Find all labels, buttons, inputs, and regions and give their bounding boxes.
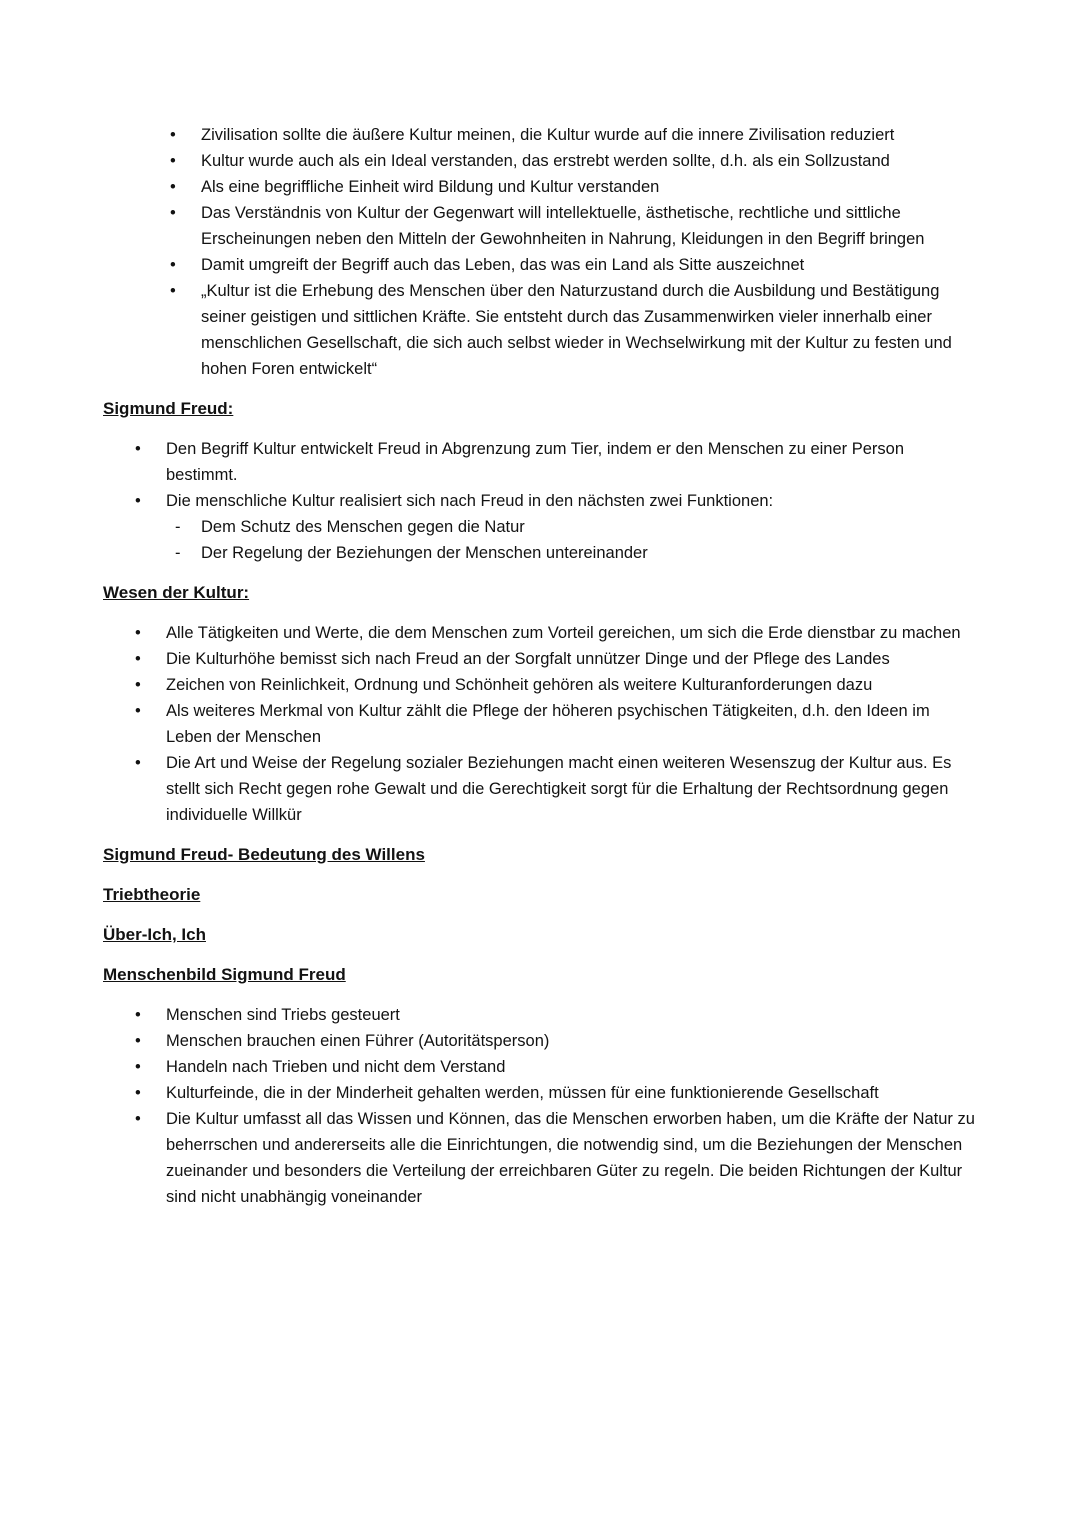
bullet-item bbox=[135, 488, 976, 514]
bullet-marker: • bbox=[135, 624, 141, 642]
section-heading: Sigmund Freud: bbox=[103, 399, 234, 418]
bullet-marker: • bbox=[170, 282, 176, 300]
item-text: Die Art und Weise der Regelung sozialer Beziehungen macht einen weiteren Wesenszug der Kultur aus. Es stellt sich Recht gegen rohe Gewalt und die Gerechtigkeit sorgt für die Erhaltung der Rechtsordnung gegen individuelle Willkür bbox=[166, 754, 952, 824]
bullet-item bbox=[170, 252, 976, 278]
item-text: Die menschliche Kultur realisiert sich nach Freud in den nächsten zwei Funktionen: bbox=[166, 492, 774, 510]
bullet-marker: • bbox=[135, 440, 141, 458]
dash-marker: - bbox=[175, 544, 181, 562]
item-text: Die Kulturhöhe bemisst sich nach Freud an der Sorgfalt unnützer Dinge und der Pflege des Landes bbox=[166, 650, 890, 668]
dash-marker: - bbox=[175, 518, 181, 536]
bullet-marker: • bbox=[135, 1032, 141, 1050]
bullet-item bbox=[135, 620, 976, 646]
item-text: Kultur wurde auch als ein Ideal verstanden, das erstrebt werden sollte, d.h. als ein Sollzustand bbox=[201, 152, 890, 170]
dash-item bbox=[135, 540, 976, 566]
item-text: Der Regelung der Beziehungen der Menschen untereinander bbox=[201, 544, 648, 562]
bullet-item bbox=[135, 672, 976, 698]
bullet-item bbox=[170, 278, 976, 382]
item-text: Menschen brauchen einen Führer (Autoritätsperson) bbox=[166, 1032, 550, 1050]
bullet-marker: • bbox=[170, 256, 176, 274]
item-text: Zivilisation sollte die äußere Kultur meinen, die Kultur wurde auf die innere Zivilisation reduziert bbox=[201, 126, 895, 144]
item-text: Damit umgreift der Begriff auch das Leben, das was ein Land als Sitte auszeichnet bbox=[201, 256, 805, 274]
bullet-item bbox=[135, 698, 976, 750]
item-text: Handeln nach Trieben und nicht dem Verstand bbox=[166, 1058, 506, 1076]
item-text: Als weiteres Merkmal von Kultur zählt die Pflege der höheren psychischen Tätigkeiten, d.h. den Ideen im Leben der Menschen bbox=[166, 702, 930, 746]
item-text: Das Verständnis von Kultur der Gegenwart will intellektuelle, ästhetische, rechtliche und sittliche Erscheinungen neben den Mitteln der Gewohnheiten in Nahrung, Kleidungen in den Begriff bringen bbox=[201, 204, 925, 248]
bullet-item bbox=[135, 1054, 976, 1080]
bullet-marker: • bbox=[135, 702, 141, 720]
bullet-marker: • bbox=[135, 650, 141, 668]
bullet-item bbox=[135, 1002, 976, 1028]
item-text: Menschen sind Triebs gesteuert bbox=[166, 1006, 400, 1024]
bullet-marker: • bbox=[135, 492, 141, 510]
bullet-marker: • bbox=[135, 1058, 141, 1076]
bullet-item bbox=[135, 750, 976, 828]
bullet-marker: • bbox=[135, 1006, 141, 1024]
bullet-marker: • bbox=[170, 126, 176, 144]
section-heading: Wesen der Kultur: bbox=[103, 583, 250, 602]
dash-item bbox=[135, 514, 976, 540]
bullet-item bbox=[135, 1028, 976, 1054]
item-text: Alle Tätigkeiten und Werte, die dem Menschen zum Vorteil gereichen, um sich die Erde dienstbar zu machen bbox=[166, 624, 961, 642]
bullet-item bbox=[135, 1106, 976, 1210]
bullet-item bbox=[170, 122, 976, 148]
bullet-marker: • bbox=[170, 178, 176, 196]
bullet-item bbox=[135, 1080, 976, 1106]
bullet-marker: • bbox=[170, 152, 176, 170]
bullet-marker: • bbox=[170, 204, 176, 222]
bullet-marker: • bbox=[135, 676, 141, 694]
item-text: Als eine begriffliche Einheit wird Bildung und Kultur verstanden bbox=[201, 178, 660, 196]
item-text: Kulturfeinde, die in der Minderheit gehalten werden, müssen für eine funktionierende Gesellschaft bbox=[166, 1084, 879, 1102]
document-content bbox=[103, 122, 976, 1210]
section-heading: Menschenbild Sigmund Freud bbox=[103, 965, 346, 984]
bullet-item bbox=[170, 174, 976, 200]
bullet-list bbox=[103, 1002, 976, 1210]
bullet-item bbox=[135, 646, 976, 672]
item-text: „Kultur ist die Erhebung des Menschen über den Naturzustand durch die Ausbildung und Bestätigung seiner geistigen und sittlichen Kräfte. Sie entsteht durch das Zusammenwirken vieler innerhalb einer menschlichen Gesellschaft, die sich auch selbst wieder in Wechselwirkung mit der Kultur zu festen und hohen Foren entwickelt“ bbox=[201, 282, 952, 378]
bullet-marker: • bbox=[135, 1084, 141, 1102]
section-heading: Sigmund Freud- Bedeutung des Willens bbox=[103, 845, 425, 864]
bullet-item bbox=[170, 200, 976, 252]
section-heading: Über-Ich, Ich bbox=[103, 925, 206, 944]
item-text: Die Kultur umfasst all das Wissen und Können, das die Menschen erworben haben, um die Kräfte der Natur zu beherrschen und andererseits alle die Einrichtungen, die notwendig sind, um die Beziehungen der Menschen zueinander und besonders die Verteilung der erreichbaren Güter zu regeln. Die beiden Richtungen der Kultur sind nicht unabhängig voneinander bbox=[166, 1110, 975, 1206]
bullet-list bbox=[103, 620, 976, 828]
item-text: Zeichen von Reinlichkeit, Ordnung und Schönheit gehören als weitere Kulturanforderungen dazu bbox=[166, 676, 873, 694]
item-text: Dem Schutz des Menschen gegen die Natur bbox=[201, 518, 525, 536]
bullet-item bbox=[170, 148, 976, 174]
bullet-list bbox=[103, 436, 976, 566]
bullet-list bbox=[103, 122, 976, 382]
bullet-item bbox=[135, 436, 976, 488]
bullet-marker: • bbox=[135, 1110, 141, 1128]
item-text: Den Begriff Kultur entwickelt Freud in Abgrenzung zum Tier, indem er den Menschen zu einer Person bestimmt. bbox=[166, 440, 905, 484]
bullet-marker: • bbox=[135, 754, 141, 772]
section-heading: Triebtheorie bbox=[103, 885, 201, 904]
